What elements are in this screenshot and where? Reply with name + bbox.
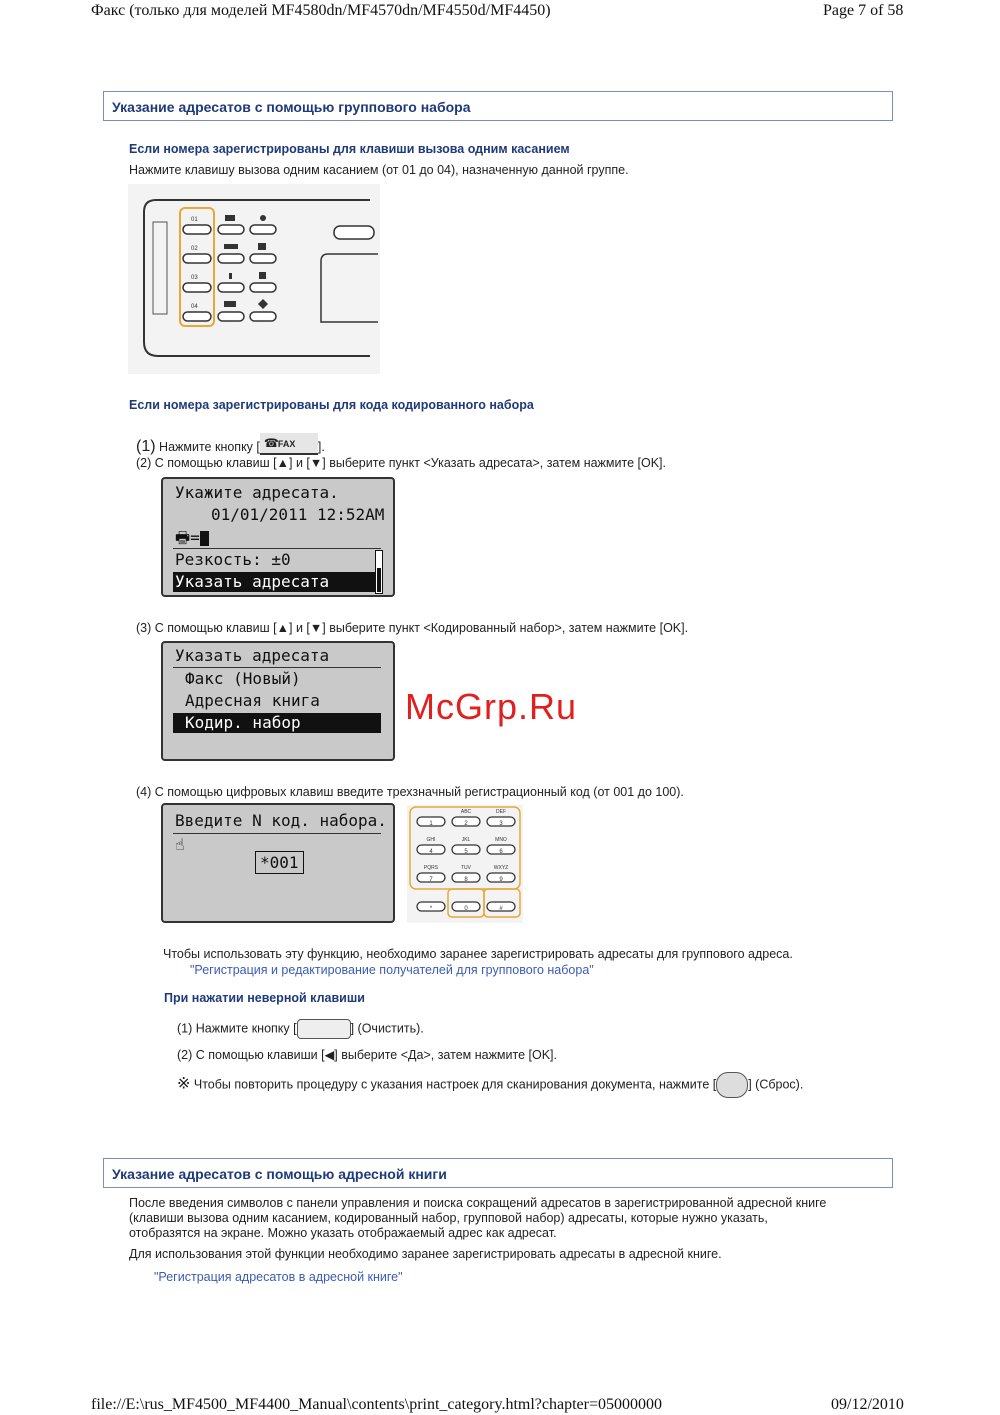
step-number: (1) bbox=[177, 1021, 193, 1036]
step-text: ] и [ bbox=[289, 621, 310, 635]
page-number: Page 7 of 58 bbox=[823, 2, 904, 19]
paragraph-line: После введения символов с панели управления и поиска сокращений адресатов в зарегистрированной адресной книге bbox=[129, 1196, 827, 1210]
address-book-paragraph bbox=[129, 1196, 826, 1241]
svg-text:PQRS: PQRS bbox=[423, 865, 439, 871]
section-title: Указание адресатов с помощью группового набора bbox=[112, 99, 471, 115]
lcd-line: Введите N код. набора. bbox=[175, 811, 387, 830]
cursor-block bbox=[200, 531, 209, 546]
address-book-note: Для использования этой функции необходимо заранее зарегистрировать адресаты в адресной книге. bbox=[129, 1247, 722, 1261]
coded-step-4 bbox=[136, 785, 684, 799]
reset-button-image bbox=[716, 1072, 748, 1098]
lcd-divider bbox=[173, 833, 381, 834]
step-number: (3) bbox=[136, 621, 152, 635]
wrong-key-step-1 bbox=[177, 1019, 424, 1039]
keypad-drawing bbox=[407, 805, 523, 923]
coded-heading: Если номера зарегистрированы для кода кодированного набора bbox=[129, 398, 534, 412]
lcd-selected-line: Кодир. набор bbox=[173, 713, 381, 733]
document-title: Факс (только для моделей MF4580dn/MF4570dn/MF4550d/MF4450) bbox=[91, 2, 551, 19]
paragraph-line: (клавиши вызова одним касанием, кодированный набор, групповой набор) адресаты, которые нужно указать, bbox=[129, 1211, 768, 1225]
down-arrow-icon: ▼ bbox=[309, 456, 323, 470]
lcd-line: 01/01/2011 12:52AM bbox=[211, 505, 385, 524]
fax-button-image: ☎ FAX bbox=[260, 433, 318, 455]
step-number: (2) bbox=[136, 456, 152, 470]
svg-text:*: * bbox=[429, 906, 433, 912]
svg-text:7: 7 bbox=[429, 877, 433, 883]
step-text: Нажмите кнопку [ bbox=[195, 1021, 297, 1036]
code-entry-box: *001 bbox=[255, 851, 304, 874]
step-text: ]. bbox=[317, 440, 325, 454]
up-arrow-icon: ▲ bbox=[276, 456, 290, 470]
printer-icon: 🖶 bbox=[175, 528, 191, 547]
lcd-line: Укажите адресата. bbox=[175, 483, 339, 502]
svg-text:TUV: TUV bbox=[461, 865, 471, 871]
section-title: Указание адресатов с помощью адресной книги bbox=[112, 1166, 447, 1182]
step-text: ] (Очистить). bbox=[350, 1021, 424, 1036]
step-text: ] и [ bbox=[289, 456, 310, 470]
lcd-line: Адресная книга bbox=[185, 691, 320, 710]
left-arrow-icon: ◀ bbox=[324, 1048, 335, 1062]
print-date: 09/12/2010 bbox=[831, 1396, 904, 1413]
numeric-keypad-illustration bbox=[407, 805, 523, 923]
note-text: Чтобы повторить процедуру с указания настроек для сканирования документа, нажмите [ bbox=[193, 1077, 717, 1092]
onetouch-key-label: 02 bbox=[191, 246, 198, 252]
reset-note bbox=[177, 1072, 803, 1098]
svg-text:3: 3 bbox=[499, 821, 503, 827]
lcd-line: Резкость: ±0 bbox=[175, 550, 291, 569]
svg-text:1: 1 bbox=[429, 821, 433, 827]
lcd-line: Указать адресата bbox=[175, 646, 330, 665]
step-number: (1) bbox=[136, 438, 156, 455]
svg-text:JKL: JKL bbox=[461, 837, 471, 843]
address-book-registration-link[interactable]: "Регистрация адресатов в адресной книге" bbox=[154, 1270, 403, 1284]
svg-text:#: # bbox=[499, 906, 503, 912]
svg-text:WXYZ: WXYZ bbox=[493, 865, 509, 871]
onetouch-text: Нажмите клавишу вызова одним касанием (от 01 до 04), назначенную данной группе. bbox=[129, 163, 629, 177]
lcd-divider bbox=[173, 548, 381, 549]
step-text: Нажмите кнопку [ bbox=[159, 440, 260, 454]
onetouch-key-label: 04 bbox=[191, 304, 198, 310]
section-group-dial bbox=[103, 91, 893, 121]
svg-text:5: 5 bbox=[464, 849, 468, 855]
note-text: ] (Сброс). bbox=[748, 1077, 804, 1092]
coded-step-2 bbox=[136, 456, 666, 470]
lcd-screen-specify-destination-menu bbox=[161, 641, 395, 761]
lcd-line: Факс (Новый) bbox=[185, 669, 301, 688]
watermark: McGrp.Ru bbox=[405, 686, 578, 727]
onetouch-panel-illustration bbox=[128, 184, 380, 374]
section-address-book bbox=[103, 1158, 893, 1188]
onetouch-key-label: 03 bbox=[191, 275, 198, 281]
control-panel-drawing bbox=[128, 184, 380, 374]
svg-text:MNO: MNO bbox=[495, 837, 507, 843]
svg-text:ABC: ABC bbox=[460, 809, 472, 815]
lcd-screen-specify-destination bbox=[161, 477, 395, 597]
note-mark-icon: ※ bbox=[177, 1075, 191, 1093]
svg-text:0: 0 bbox=[464, 906, 468, 912]
step-text: С помощью клавиш [ bbox=[154, 621, 277, 635]
svg-text:DEF: DEF bbox=[496, 809, 506, 815]
step-text: ] выберите <Да>, затем нажмите [OK]. bbox=[334, 1048, 557, 1062]
lcd-selected-line: Указать адресата bbox=[173, 572, 375, 592]
paragraph-line: отобразятся на экране. Можно указать отображаемый адрес как адресат. bbox=[129, 1226, 557, 1240]
file-path: file://E:\rus_MF4500_MF4400_Manual\contents\print_category.html?chapter=05000000 bbox=[91, 1396, 663, 1413]
group-dial-registration-link[interactable]: "Регистрация и редактирование получателей для группового набора" bbox=[190, 963, 594, 977]
svg-text:2: 2 bbox=[464, 821, 468, 827]
svg-text:9: 9 bbox=[499, 877, 503, 883]
svg-text:GHI: GHI bbox=[426, 837, 436, 843]
step-text: С помощью клавиши [ bbox=[195, 1048, 325, 1062]
wrong-key-step-2 bbox=[177, 1047, 557, 1062]
down-arrow-icon: ▼ bbox=[309, 621, 323, 635]
svg-text:4: 4 bbox=[429, 849, 433, 855]
group-dial-note: Чтобы использовать эту функцию, необходимо заранее зарегистрировать адресаты для группового адреса. bbox=[163, 947, 793, 961]
onetouch-heading: Если номера зарегистрированы для клавиши вызова одним касанием bbox=[129, 142, 570, 156]
step-number: (2) bbox=[177, 1048, 193, 1062]
clear-button-image bbox=[297, 1019, 351, 1039]
coded-step-3 bbox=[136, 621, 688, 635]
step-text: ] выберите пункт <Кодированный набор>, затем нажмите [OK]. bbox=[322, 621, 689, 635]
hand-pointer-icon: ☝ bbox=[175, 835, 185, 854]
lcd-divider bbox=[173, 667, 381, 668]
step-text: С помощью клавиш [ bbox=[154, 456, 277, 470]
lcd-line: 🖶= bbox=[175, 527, 209, 554]
step-text: С помощью цифровых клавиш введите трехзначный регистрационный код (от 001 до 100). bbox=[154, 785, 684, 799]
svg-text:8: 8 bbox=[464, 877, 468, 883]
step-text: ] выберите пункт <Указать адресата>, затем нажмите [OK]. bbox=[322, 456, 666, 470]
step-number: (4) bbox=[136, 785, 152, 799]
onetouch-key-label: 01 bbox=[191, 217, 198, 223]
up-arrow-icon: ▲ bbox=[276, 621, 290, 635]
wrong-key-heading: При нажатии неверной клавиши bbox=[164, 991, 365, 1005]
svg-text:6: 6 bbox=[499, 849, 503, 855]
lcd-screen-enter-code bbox=[161, 803, 395, 923]
lcd-scrollbar bbox=[375, 550, 383, 594]
coded-step-1 bbox=[136, 429, 325, 456]
